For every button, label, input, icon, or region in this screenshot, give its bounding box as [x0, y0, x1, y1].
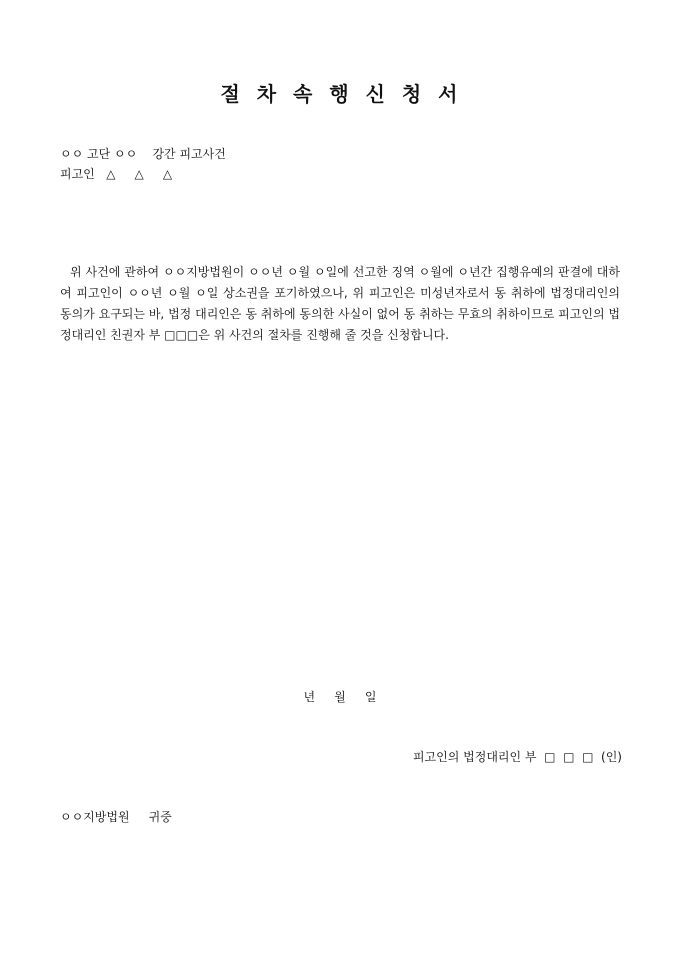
court-addressee: ㅇㅇ지방법원 귀중	[60, 810, 172, 824]
signature-line: 피고인의 법정대리인 부 □ □ □ (인)	[412, 750, 622, 764]
defendant-line: 피고인 △ △ △	[60, 167, 173, 181]
document-title: 절 차 속 행 신 청 서	[220, 82, 460, 106]
date-line: 년 월 일	[303, 690, 377, 704]
case-number-line: ㅇㅇ 고단 ㅇㅇ 강간 피고사건	[60, 147, 226, 161]
body-paragraph: 위 사건에 관하여 ㅇㅇ지방법원이 ㅇㅇ년 ㅇ월 ㅇ일에 선고한 징역 ㅇ월에 ㅇ년간 집행유예의 판결에 대하여 피고인이 ㅇㅇ년 ㅇ월 ㅇ일 상소권을 포기하였으나, 위 피고인은 미성년자로서 동 취하에 법정대리인의 동의가 요구되는 바, 법정 대리인은 동 취하에 동의한 사실이 없어 동 취하는 무효의 취하이므로 피고인의 법정대리인 친권자 부 □□□은 위 사건의 절차를 진행해 줄 것을 신청합니다.	[60, 265, 620, 342]
